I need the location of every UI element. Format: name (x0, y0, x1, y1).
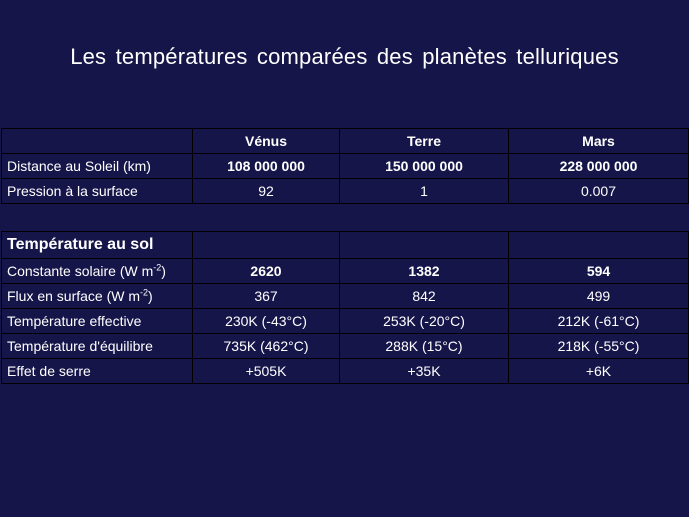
header-empty-cell (2, 129, 193, 154)
section-title: Température au sol (2, 232, 193, 259)
table-header-row (2, 129, 689, 154)
section-empty-cell (340, 232, 509, 259)
label-suffix: ) (161, 263, 166, 279)
table-row (2, 334, 689, 359)
header-mars: Mars (509, 129, 689, 154)
cell-flux-venus: 367 (193, 284, 340, 309)
header-venus: Vénus (193, 129, 340, 154)
cell-serre-terre: +35K (340, 359, 509, 384)
label-exponent: -2 (140, 287, 149, 298)
label-exponent: -2 (153, 262, 162, 273)
label-suffix: ) (148, 288, 153, 304)
cell-serre-venus: +505K (193, 359, 340, 384)
cell-equilibre-terre: 288K (15°C) (340, 334, 509, 359)
table-row (2, 309, 689, 334)
table-row (2, 259, 689, 284)
cell-effective-terre: 253K (-20°C) (340, 309, 509, 334)
table-row (2, 154, 689, 179)
table-row (2, 359, 689, 384)
section-empty-cell (193, 232, 340, 259)
row-label-flux (2, 284, 193, 309)
slide-title: Les températures comparées des planètes telluriques (70, 44, 619, 69)
section-empty-cell (509, 232, 689, 259)
cell-flux-mars: 499 (509, 284, 689, 309)
cell-serre-mars: +6K (509, 359, 689, 384)
planet-comparison-table (1, 128, 689, 204)
row-label-distance: Distance au Soleil (km) (2, 154, 193, 179)
row-label-pression: Pression à la surface (2, 179, 193, 204)
header-terre: Terre (340, 129, 509, 154)
temperature-table (1, 231, 689, 384)
cell-flux-terre: 842 (340, 284, 509, 309)
table-row (2, 179, 689, 204)
label-text: Flux en surface (W m (7, 288, 141, 304)
cell-distance-mars: 228 000 000 (509, 154, 689, 179)
cell-equilibre-mars: 218K (-55°C) (509, 334, 689, 359)
table-row (2, 284, 689, 309)
cell-pression-venus: 92 (193, 179, 340, 204)
cell-constante-terre: 1382 (340, 259, 509, 284)
row-label-constante-solaire (2, 259, 193, 284)
cell-effective-mars: 212K (-61°C) (509, 309, 689, 334)
cell-distance-terre: 150 000 000 (340, 154, 509, 179)
label-text: Constante solaire (W m (7, 263, 154, 279)
cell-equilibre-venus: 735K (462°C) (193, 334, 340, 359)
row-label-temperature-equilibre: Température d'équilibre (2, 334, 193, 359)
cell-distance-venus: 108 000 000 (193, 154, 340, 179)
row-label-temperature-effective: Température effective (2, 309, 193, 334)
cell-effective-venus: 230K (-43°C) (193, 309, 340, 334)
row-label-effet-de-serre: Effet de serre (2, 359, 193, 384)
cell-constante-venus: 2620 (193, 259, 340, 284)
cell-pression-mars: 0.007 (509, 179, 689, 204)
section-header-row (2, 232, 689, 259)
cell-constante-mars: 594 (509, 259, 689, 284)
cell-pression-terre: 1 (340, 179, 509, 204)
